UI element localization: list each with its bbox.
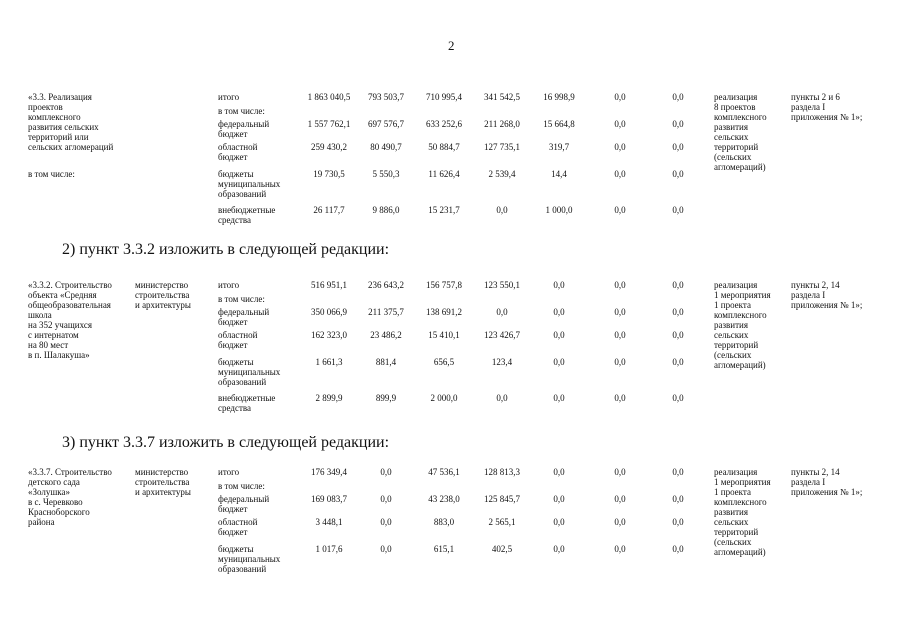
- funding-source: областной бюджет: [218, 330, 258, 350]
- funding-source: федеральный бюджет: [218, 307, 270, 327]
- funding-value: 2 565,1: [488, 517, 516, 527]
- funding-value: 516 951,1: [311, 280, 347, 290]
- funding-value: 899,9: [375, 393, 397, 403]
- funding-value: 402,5: [491, 544, 513, 554]
- funding-value: 0,0: [672, 393, 684, 403]
- funding-value: 80 490,7: [370, 142, 402, 152]
- funding-value: 0,0: [553, 307, 565, 317]
- funding-value: 211 268,0: [484, 119, 520, 129]
- funding-value: 0,0: [614, 357, 626, 367]
- funding-value: 156 757,8: [426, 280, 462, 290]
- funding-value: 19 730,5: [313, 169, 345, 179]
- funding-value: 2 000,0: [430, 393, 458, 403]
- funding-value: 0,0: [380, 467, 392, 477]
- event-description-note: в том числе:: [28, 169, 75, 179]
- funding-value: 127 735,1: [484, 142, 520, 152]
- section-heading-1: 2) пункт 3.3.2 изложить в следующей редакции:: [62, 241, 390, 258]
- funding-value: 341 542,5: [484, 92, 520, 102]
- funding-source: итого: [218, 280, 240, 290]
- funding-value: 0,0: [672, 330, 684, 340]
- indicator-reference: пункты 2, 14 раздела I приложения № 1»;: [791, 280, 863, 310]
- funding-value: 0,0: [672, 467, 684, 477]
- funding-value: 0,0: [614, 119, 626, 129]
- funding-value: 50 884,7: [428, 142, 460, 152]
- funding-value: 0,0: [553, 494, 565, 504]
- funding-value: 15 410,1: [428, 330, 460, 340]
- funding-value: 0,0: [672, 92, 684, 102]
- funding-value: 0,0: [553, 467, 565, 477]
- funding-source: областной бюджет: [218, 142, 258, 162]
- funding-value: 3 448,1: [315, 517, 343, 527]
- funding-source: областной бюджет: [218, 517, 258, 537]
- funding-value: 0,0: [614, 307, 626, 317]
- funding-value: 211 375,7: [368, 307, 404, 317]
- funding-source: бюджеты муниципальных образований: [218, 169, 281, 199]
- funding-source: федеральный бюджет: [218, 119, 270, 139]
- funding-value: 236 643,2: [368, 280, 404, 290]
- funding-value: 0,0: [614, 393, 626, 403]
- funding-value: 0,0: [672, 307, 684, 317]
- funding-value: 9 886,0: [372, 205, 400, 215]
- funding-source: в том числе:: [218, 294, 265, 304]
- event-description: «3.3.2. Строительство объекта «Средняя общеобразовательная школа на 352 учащихся с интернатом на 80 мест в п. Шалакуша»: [28, 280, 112, 360]
- funding-value: 0,0: [672, 280, 684, 290]
- funding-value: 0,0: [496, 205, 508, 215]
- funding-value: 0,0: [614, 517, 626, 527]
- funding-value: 0,0: [553, 330, 565, 340]
- funding-value: 15 664,8: [543, 119, 575, 129]
- page-number: 2: [448, 38, 455, 53]
- funding-value: 0,0: [496, 393, 508, 403]
- funding-value: 0,0: [672, 544, 684, 554]
- funding-value: 1 557 762,1: [307, 119, 351, 129]
- funding-value: 11 626,4: [428, 169, 460, 179]
- funding-value: 2 899,9: [315, 393, 343, 403]
- funding-value: 123,4: [491, 357, 513, 367]
- funding-value: 0,0: [496, 307, 508, 317]
- funding-value: 0,0: [672, 494, 684, 504]
- section-heading-2: 3) пункт 3.3.7 изложить в следующей редакции:: [62, 434, 390, 451]
- event-description: «3.3. Реализация проектов комплексного развития сельских территорий или сельских агломераций: [28, 92, 114, 152]
- funding-value: 0,0: [614, 280, 626, 290]
- funding-source: бюджеты муниципальных образований: [218, 544, 281, 574]
- funding-value: 0,0: [553, 357, 565, 367]
- funding-value: 5 550,3: [372, 169, 400, 179]
- funding-value: 793 503,7: [368, 92, 404, 102]
- funding-value: 656,5: [433, 357, 455, 367]
- funding-value: 633 252,6: [426, 119, 462, 129]
- funding-value: 123 426,7: [484, 330, 520, 340]
- funding-value: 138 691,2: [426, 307, 462, 317]
- funding-source: внебюджетные средства: [218, 205, 276, 225]
- funding-value: 710 995,4: [426, 92, 462, 102]
- funding-value: 0,0: [614, 169, 626, 179]
- funding-value: 0,0: [553, 393, 565, 403]
- funding-source: федеральный бюджет: [218, 494, 270, 514]
- event-description: «3.3.7. Строительство детского сада «Золушка» в с. Черевково Красноборского района: [28, 467, 112, 527]
- funding-value: 319,7: [548, 142, 570, 152]
- funding-value: 0,0: [614, 142, 626, 152]
- funding-value: 176 349,4: [311, 467, 347, 477]
- funding-value: 15 231,7: [428, 205, 460, 215]
- funding-value: 0,0: [614, 92, 626, 102]
- funding-value: 162 323,0: [311, 330, 347, 340]
- responsible-executor: министерство строительства и архитектуры: [135, 467, 191, 497]
- funding-value: 2 539,4: [488, 169, 516, 179]
- funding-value: 0,0: [380, 494, 392, 504]
- funding-value: 0,0: [672, 517, 684, 527]
- funding-value: 23 486,2: [370, 330, 402, 340]
- funding-source: в том числе:: [218, 481, 265, 491]
- funding-value: 0,0: [553, 517, 565, 527]
- funding-source: итого: [218, 467, 240, 477]
- expected-result: реализация 8 проектов комплексного развития сельских территорий (сельских агломераций): [714, 92, 767, 172]
- expected-result: реализация 1 мероприятия 1 проекта комплексного развития сельских территорий (сельских агломераций): [714, 467, 771, 557]
- funding-value: 697 576,7: [368, 119, 404, 129]
- funding-value: 0,0: [380, 544, 392, 554]
- funding-value: 883,0: [433, 517, 455, 527]
- funding-value: 0,0: [672, 205, 684, 215]
- funding-value: 1 017,6: [315, 544, 343, 554]
- funding-value: 0,0: [380, 517, 392, 527]
- funding-value: 0,0: [672, 142, 684, 152]
- funding-value: 47 536,1: [428, 467, 460, 477]
- responsible-executor: министерство строительства и архитектуры: [135, 280, 191, 310]
- funding-value: 26 117,7: [313, 205, 345, 215]
- expected-result: реализация 1 мероприятия 1 проекта комплексного развития сельских территорий (сельских агломераций): [714, 280, 771, 370]
- funding-value: 125 845,7: [484, 494, 520, 504]
- funding-source: бюджеты муниципальных образований: [218, 357, 281, 387]
- funding-source: внебюджетные средства: [218, 393, 276, 413]
- funding-value: 259 430,2: [311, 142, 347, 152]
- funding-value: 0,0: [672, 119, 684, 129]
- funding-value: 123 550,1: [484, 280, 520, 290]
- funding-value: 0,0: [672, 169, 684, 179]
- funding-value: 0,0: [614, 205, 626, 215]
- funding-value: 0,0: [614, 330, 626, 340]
- funding-value: 350 066,9: [311, 307, 347, 317]
- funding-value: 0,0: [614, 494, 626, 504]
- funding-source: в том числе:: [218, 106, 265, 116]
- funding-value: 615,1: [433, 544, 455, 554]
- funding-value: 0,0: [614, 544, 626, 554]
- funding-value: 0,0: [553, 544, 565, 554]
- funding-value: 14,4: [551, 169, 567, 179]
- funding-value: 16 998,9: [543, 92, 575, 102]
- funding-value: 169 083,7: [311, 494, 347, 504]
- funding-value: 1 000,0: [545, 205, 573, 215]
- indicator-reference: пункты 2 и 6 раздела I приложения № 1»;: [791, 92, 863, 122]
- funding-value: 1 863 040,5: [307, 92, 351, 102]
- funding-source: итого: [218, 92, 240, 102]
- funding-value: 128 813,3: [484, 467, 520, 477]
- funding-value: 43 238,0: [428, 494, 460, 504]
- funding-value: 881,4: [375, 357, 397, 367]
- funding-value: 1 661,3: [315, 357, 343, 367]
- funding-value: 0,0: [672, 357, 684, 367]
- indicator-reference: пункты 2, 14 раздела I приложения № 1»;: [791, 467, 863, 497]
- funding-value: 0,0: [553, 280, 565, 290]
- funding-value: 0,0: [614, 467, 626, 477]
